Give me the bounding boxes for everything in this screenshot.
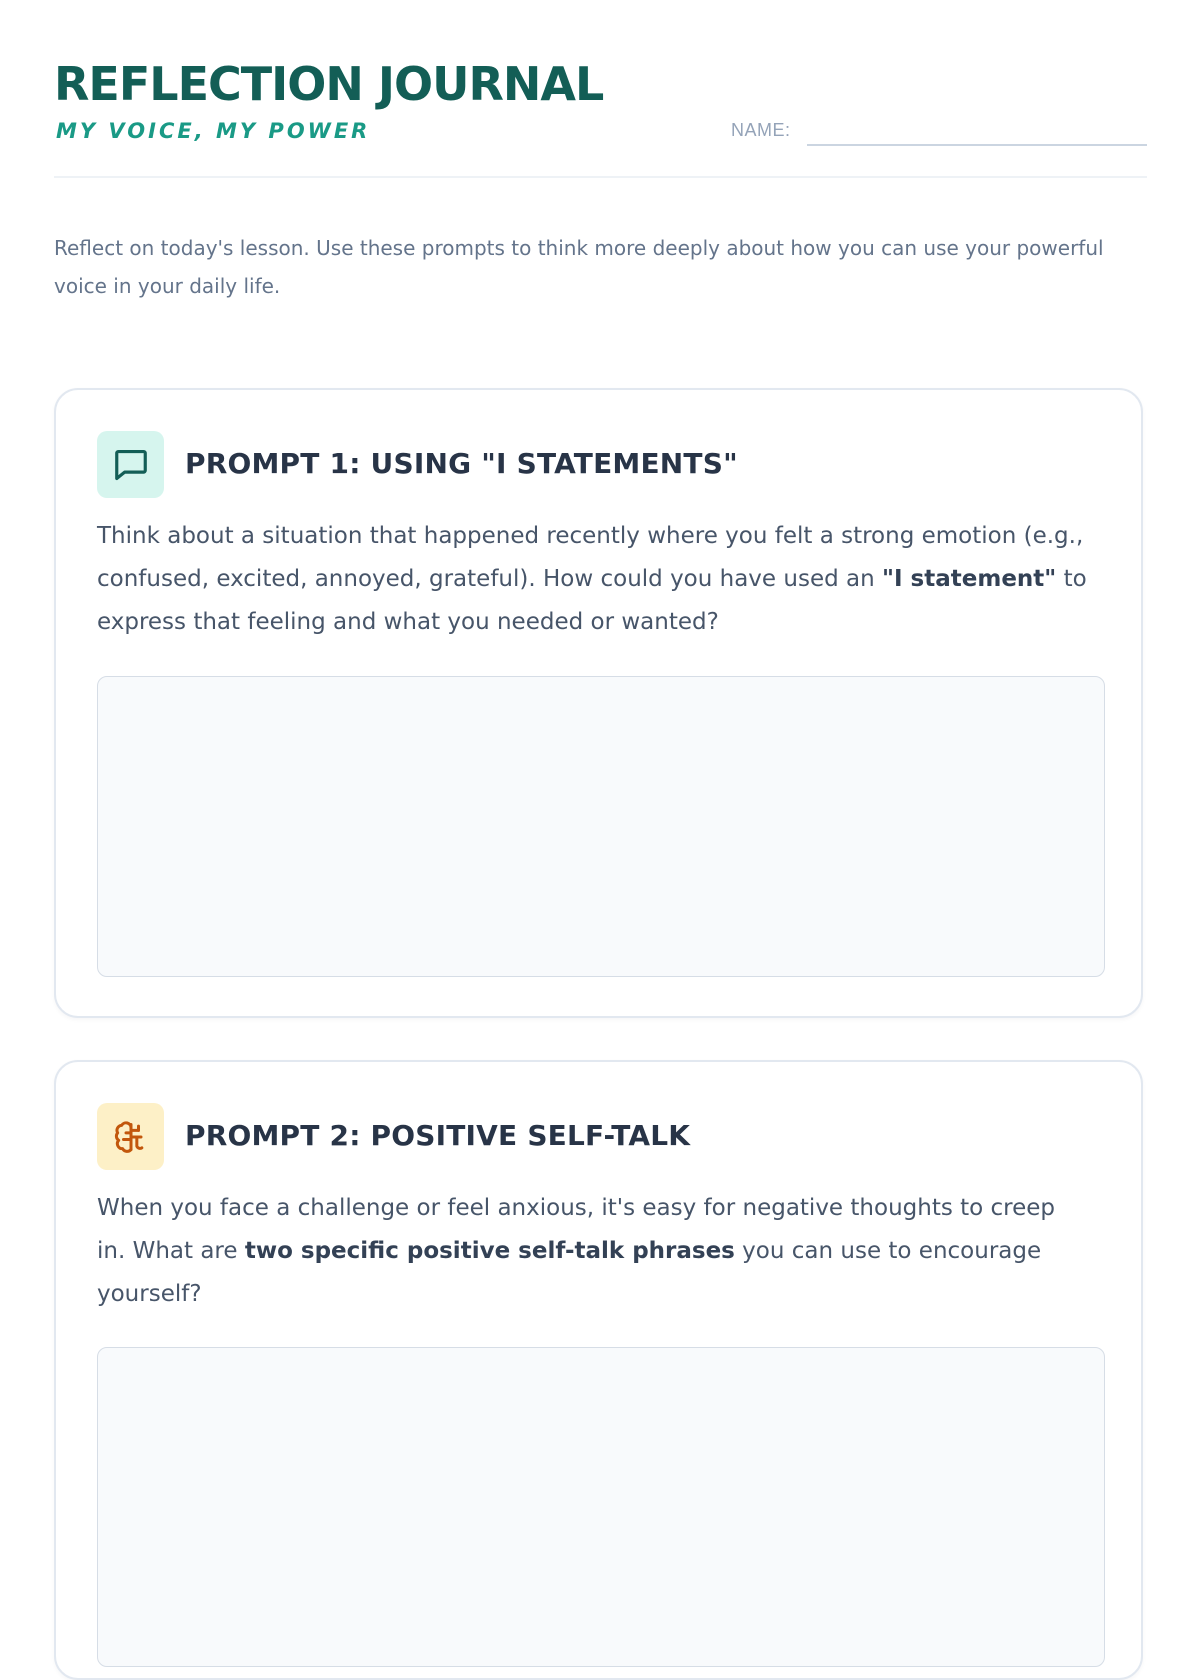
prompt-2-text-before: When you face a challenge or feel anxious, it's easy for negative thoughts to creep in. What are — [97, 1195, 1056, 1264]
name-field[interactable] — [807, 144, 1147, 146]
intro-text: Reflect on today's lesson. Use these prompts to think more deeply about how you can use your powerful voice in your daily life. — [54, 236, 1104, 298]
prompt-2-text-after: you can use to encourage yourself? — [97, 1238, 1042, 1307]
prompt-2-answer-field[interactable] — [97, 1347, 1105, 1667]
prompt-1-answer-field[interactable] — [97, 676, 1105, 977]
page-subtitle: MY VOICE, MY POWER — [56, 119, 371, 143]
prompt-card-1 — [54, 388, 1143, 1018]
prompt-1-title: PROMPT 1: USING "I STATEMENTS" — [185, 447, 738, 480]
name-label: NAME: — [731, 120, 791, 140]
page-title: REFLECTION JOURNAL — [54, 57, 604, 111]
prompt-2-text — [97, 1187, 1087, 1316]
prompt-1-text — [97, 515, 1087, 644]
prompt-1-text-before: Think about a situation that happened recently where you felt a strong emotion (e.g., confused, excited, annoyed, grateful). How could you have used an — [97, 523, 1084, 592]
prompt-2-title: PROMPT 2: POSITIVE SELF-TALK — [185, 1119, 691, 1152]
prompt-1-text-after: to express that feeling and what you needed or wanted? — [97, 566, 1087, 635]
prompt-2-text-bold: two specific positive self-talk phrases — [244, 1238, 735, 1264]
prompt-card-2 — [54, 1060, 1143, 1680]
speech-bubble-icon — [97, 431, 164, 498]
prompt-1-text-bold: "I statement" — [882, 566, 1057, 592]
brain-icon — [97, 1103, 164, 1170]
header — [54, 54, 1147, 178]
